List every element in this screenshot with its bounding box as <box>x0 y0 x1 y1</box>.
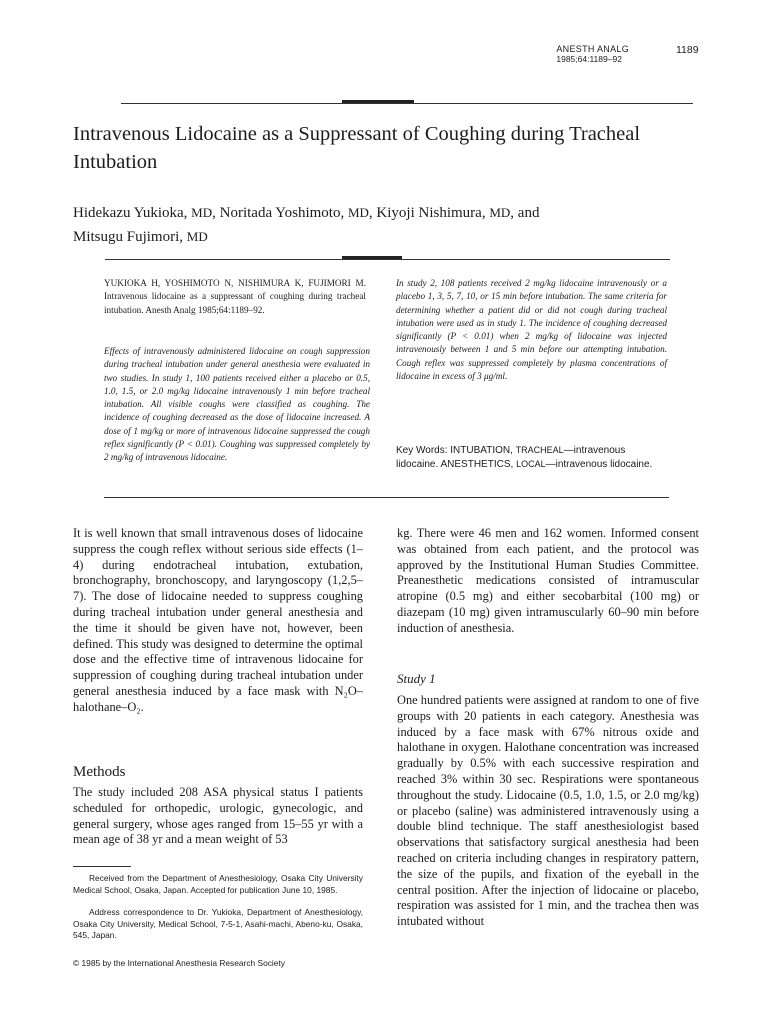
author-1: Hidekazu Yukioka, <box>73 205 188 221</box>
key-words <box>396 444 667 471</box>
methods-paragraph: The study included 208 ASA physical status I patients scheduled for orthopedic, urologic, gynecologic, and general surgery, whose ages ranged from 15–55 yr with a mean age of 38 yr and a mean weight of 53 <box>73 785 363 847</box>
author-3-degree: MD <box>489 205 511 220</box>
abstract-top-rule <box>105 259 670 260</box>
abstract-left: Effects of intravenously administered lidocaine on cough suppression during tracheal intubation under general anesthesia were evaluated in two studies. In study 1, 100 patients received either a placebo or 0.5, 1.0, 1.5, or 2.0 mg/kg lidocaine intravenously 1 min before tracheal intubation. All visible coughs were classified as coughing. The incidence of coughing decreased as the dose of lidocaine increased. A dose of 1 mg/kg or more of intravenous lidocaine suppressed the cough reflex significantly (P < 0.01). Coughing was suppressed completely by 2 mg/kg of intravenous lidocaine. <box>104 346 370 463</box>
study1-paragraph: One hundred patients were assigned at random to one of five groups with 20 patients in each category. Anesthesia was induced by a face mask with 67% nitrous oxide and halothane in oxygen. Halothane concentration was increased gradually by 0.5% with each successive respiration and reached 3% within 30 sec. Respirations were spontaneous throughout the study. Lidocaine (0.5, 1.0, 1.5, or 2.0 mg/kg) or placebo (saline) was administered intravenously using a double blind technique. The staff anesthesiologist based observations that satisfactory surgical anesthesia had been reached on criteria including changes in respiratory pattern, the size of the pupils, and fixation of the eyeball in the central position. After the injection of lidocaine or placebo, respiration was assisted for 1 min, and the trachea then was intubated without <box>397 693 699 929</box>
footnote-received: Received from the Department of Anesthesiology, Osaka City University Medical School, Osaka, Japan. Accepted for publication June 10, 1985. <box>73 873 363 895</box>
study1-heading: Study 1 <box>397 671 436 686</box>
keyword-1: INTUBATION, <box>450 445 513 456</box>
keyword-2: ANESTHETICS, <box>440 458 514 470</box>
journal-name: ANESTH ANALG <box>556 44 629 54</box>
abstract-top-rule-accent <box>342 256 402 259</box>
page-number: 1189 <box>676 44 699 56</box>
author-1-degree: MD <box>191 205 213 220</box>
author-2: Noritada Yoshimoto, <box>219 205 345 221</box>
keyword-1-sub: TRACHEAL <box>515 445 564 455</box>
abstract-citation: YUKIOKA H, YOSHIMOTO N, NISHIMURA K, FUJIMORI M. Intravenous lidocaine as a suppressant of coughing during tracheal intubation. Anesth Analg 1985;64:1189–92. <box>104 278 366 315</box>
author-and: and <box>517 205 540 221</box>
key-words-label: Key Words: <box>396 445 448 456</box>
author-4: Mitsugu Fujimori, <box>73 229 184 245</box>
top-rule-accent <box>342 100 414 103</box>
article-title: Intravenous Lidocaine as a Suppressant of Coughing during Tracheal Intubation <box>73 123 641 173</box>
copyright-notice: © 1985 by the International Anesthesia Research Society <box>73 958 285 968</box>
intro-paragraph: It is well known that small intravenous doses of lidocaine suppress the cough reflex without serious side effects (1–4) during endotracheal intubation, extubation, bronchography, bronchoscopy, and laryngoscopy (1,2,5–7). The dose of lidocaine needed to suppress coughing during tracheal intubation under general anesthesia and the time it should be given have not, however, been defined. This study was designed to determine the optimal dose and the effective time of intravenous lidocaine for suppression of coughing during tracheal intubation under general anesthesia induced by a face mask with N₂O–halothane–O₂. <box>73 526 363 714</box>
right-column-paragraph: kg. There were 46 men and 162 women. Informed consent was obtained from each patient, and the protocol was approved by the Institutional Human Studies Committee. Preanesthetic medications consisted of intramuscular atropine (0.5 mg) and either secobarbital (100 mg) or diazepam (10 mg) given intramuscularly 60–90 min before induction of anesthesia. <box>397 526 699 635</box>
author-list: Hidekazu Yukioka, MD, Noritada Yoshimoto, MD, Kiyoji Nishimura, MD, and Mitsugu Fujimori, MD <box>73 205 540 245</box>
keyword-1-rest: —intravenous lidocaine. <box>396 445 626 470</box>
journal-header <box>556 44 629 64</box>
keyword-2-sub: LOCAL <box>516 458 546 469</box>
author-2-degree: MD <box>347 205 369 220</box>
author-3: Kiyoji Nishimura, <box>376 205 486 221</box>
journal-citation: 1985;64:1189–92 <box>556 54 622 64</box>
top-rule <box>121 103 693 104</box>
footnote-rule <box>73 866 131 867</box>
author-4-degree: MD <box>186 229 208 244</box>
keyword-2-rest: —intravenous lidocaine. <box>545 458 653 470</box>
methods-heading: Methods <box>73 764 126 780</box>
abstract-right: In study 2, 108 patients received 2 mg/kg lidocaine intravenously or a placebo 1, 3, 5, 7, 10, or 15 min before intubation. The same criteria for determining whether a patient did or did not cough during tracheal intubation were used as in study 1. The incidence of coughing decreased significantly (P < 0.01) when 2 mg/kg of lidocaine was injected intravenously between 1 and 5 min before our attempting intubation. Cough reflex was suppressed completely by plasma concentrations of lidocaine in excess of 3 μg/ml. <box>396 278 667 382</box>
footnote-address: Address correspondence to Dr. Yukioka, Department of Anesthesiology, Osaka City University, Medical School, 7-5-1, Asahi-machi, Abeno-ku, Osaka, 545, Japan. <box>73 907 363 941</box>
abstract-bottom-rule <box>104 497 669 498</box>
